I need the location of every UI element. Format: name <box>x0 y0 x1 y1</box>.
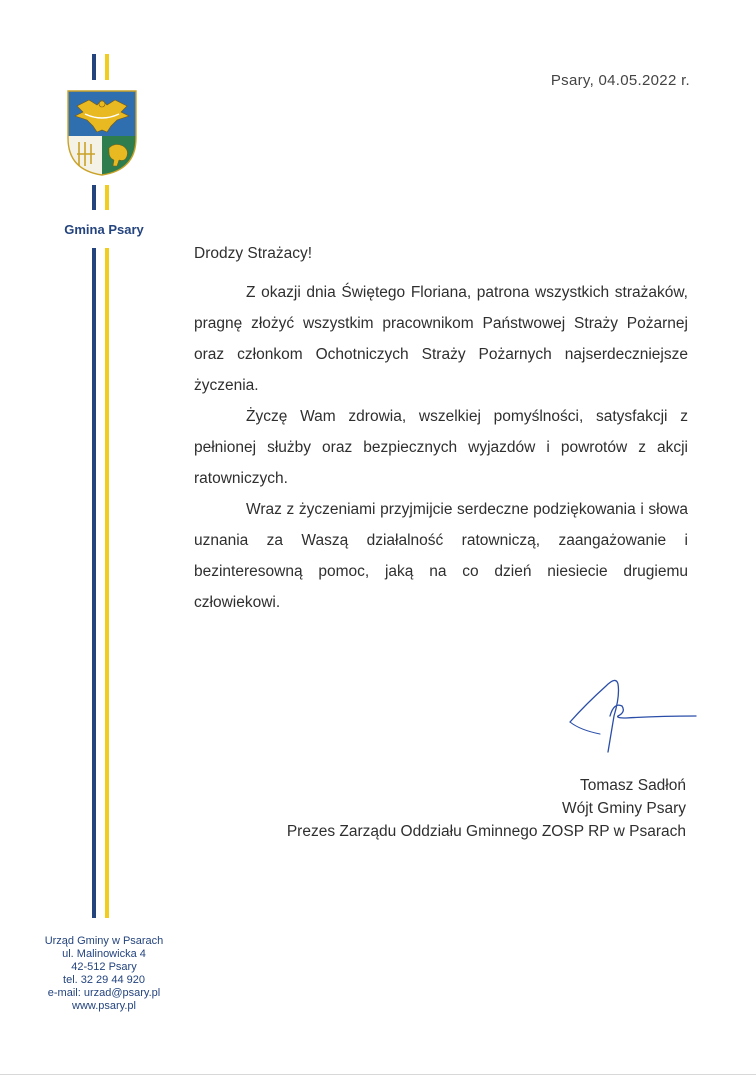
paragraph-2: Życzę Wam zdrowia, wszelkiej pomyślności, satysfakcji z pełnionej służby oraz bezpiecznych wyjazdów i powrotów z akcji ratowniczych. <box>194 408 688 487</box>
paragraph-1: Z okazji dnia Świętego Floriana, patrona wszystkich strażaków, pragnę złożyć wszystkim pracownikom Państwowej Straży Pożarnej oraz członkom Ochotniczych Straży Pożarnych najserdeczniejsze życzenia. <box>194 284 688 394</box>
office-postal: 42-512 Psary <box>71 961 137 973</box>
stripe-blue-long <box>92 248 96 918</box>
stripe-blue-top <box>92 54 96 80</box>
signer-title: Wójt Gminy Psary <box>561 800 686 817</box>
stripe-yellow-long <box>105 248 109 918</box>
coat-of-arms-icon <box>67 90 137 176</box>
letter-date: Psary, 04.05.2022 r. <box>550 72 690 89</box>
office-phone: tel. 32 29 44 920 <box>63 974 145 986</box>
signature-block <box>200 774 686 843</box>
signer-name: Tomasz Sadłoń <box>580 777 686 794</box>
signer-position: Prezes Zarządu Oddziału Gminnego ZOSP RP w Psarach <box>286 823 686 840</box>
office-website: www.psary.pl <box>72 1000 136 1012</box>
letter-body <box>194 238 688 618</box>
stripe-yellow-mid <box>105 185 109 210</box>
paragraph-3: Wraz z życzeniami przyjmijcie serdeczne podziękowania i słowa uznania za Waszą działalność ratowniczą, zaangażowanie i bezinteresowną pomoc, jaką na co dzień niesiecie drugiemu człowiekowi. <box>194 501 688 611</box>
office-street: ul. Malinowicka 4 <box>62 948 146 960</box>
stripe-yellow-top <box>105 54 109 80</box>
stripe-blue-mid <box>92 185 96 210</box>
office-email: e-mail: urzad@psary.pl <box>47 987 161 999</box>
office-address <box>24 935 184 1013</box>
salutation: Drodzy Strażacy! <box>194 245 313 262</box>
page-edge-line <box>0 1074 756 1075</box>
office-name: Urząd Gminy w Psarach <box>44 935 164 947</box>
handwritten-signature <box>566 672 700 758</box>
municipality-name: Gmina Psary <box>64 222 144 237</box>
